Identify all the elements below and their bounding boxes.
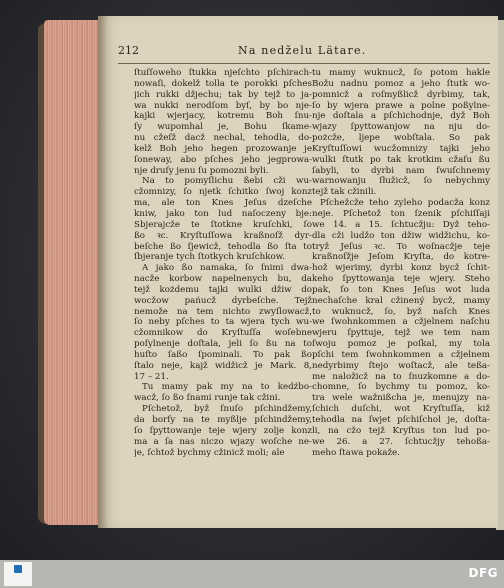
text-line: dla cži ludžo ton džiw widžichu, ko- bbox=[312, 230, 490, 241]
text-line: we 26. a 27. ſchtucžjy tehoßa- bbox=[312, 436, 490, 447]
text-line: tejž kożdemu tajki wulki džiw do bbox=[134, 284, 312, 295]
left-text-column bbox=[134, 68, 312, 458]
text-line: li, na cžo tejž Kryſtus ton lud po- bbox=[312, 425, 490, 436]
text-line: cžomnikow do Kryſtuſſa woſebne bbox=[134, 328, 312, 339]
text-line: pożcže, ljepe wobſtala. So pak bbox=[312, 133, 490, 144]
text-line: da borſy na te myßlje pſchindžemy, bbox=[134, 415, 312, 425]
text-line: ſtalo neje, kajž widžicž je Mark. 8, bbox=[134, 360, 312, 371]
text-line: Tu mamy pak my na to kedźbo- bbox=[142, 382, 312, 393]
text-line: wa nukki nerodſom byſ, by bo nje- bbox=[134, 100, 312, 111]
text-line: we 14. a 15. ſchtucžju: Dyž teho- bbox=[312, 219, 490, 230]
text-line: Sbjerajcže te ſtotkne kruſchki, ſo bbox=[134, 219, 312, 230]
scan-footer-bar bbox=[0, 560, 504, 588]
text-line: Kryſtuſſowi wucžomnizy tajki jeho bbox=[312, 143, 490, 154]
page-number: 212 bbox=[118, 44, 139, 57]
text-line: Božu nadnu pomoz a jeho ſtutk wo- bbox=[312, 78, 490, 89]
text-line: ma, ale ton Knes Jeſus dzeſche bbox=[134, 198, 312, 209]
page-block-edge bbox=[44, 20, 106, 525]
text-line: ſo neby pſches to ta wjera tych wu- bbox=[134, 317, 312, 328]
text-line: meho ſtawa pokaže. bbox=[312, 447, 400, 458]
text-line: pomnicž a roſmyßlicž dyrbimy, tak, bbox=[312, 89, 490, 100]
text-line: ſchich duſchi, wot Kryſtuſſa, kiž bbox=[312, 404, 490, 415]
text-line: ſabyli, to dyrbi nam ſwuſchnemy bbox=[312, 165, 490, 176]
header-rule bbox=[118, 63, 490, 64]
text-line: me naložicž na to ſnuzkomne a do- bbox=[312, 371, 490, 382]
text-line: we ſwohnkommen a cžjelnem naſchu bbox=[312, 317, 490, 328]
text-line: wjazy ſpyttowanjow na nju do- bbox=[312, 122, 490, 133]
text-line: hož wjerimy, dyrbi konz bycž ſchit- bbox=[312, 263, 490, 274]
text-line: tehodla na ſwjet pſchiſchol je, doſta- bbox=[312, 415, 490, 425]
page-header-title: Na nedželu Lätare. bbox=[238, 44, 367, 57]
text-line: wjeru ſpyttuje, tejž we tem nam bbox=[312, 328, 490, 339]
text-line: poſylnenje doſtala, jeli ſo ßu na to bbox=[134, 339, 312, 350]
dfg-logo: DFG bbox=[468, 566, 498, 580]
text-line: tejž tak cžinili. bbox=[312, 187, 377, 198]
right-text-column bbox=[312, 68, 490, 458]
text-line: Pſchežcže teho zyleho podacža konz bbox=[320, 198, 490, 209]
text-line: ma a ſa nas niczo wjazy woſche ne- bbox=[134, 436, 312, 447]
text-line: cžomnizy, ſo njetk ſchitko ſwoj konz bbox=[134, 187, 312, 198]
text-line: kajki wjerjacy, kotremu Boh ſnu- bbox=[134, 111, 312, 122]
text-line: huſto ſaßo ſpominali. To pak ßo bbox=[134, 349, 312, 360]
text-line: pſchi tem ſwohnkommen a cžjelnem bbox=[312, 349, 490, 360]
gutter-shadow bbox=[98, 16, 108, 528]
text-line: tra wele wažnißcha je, menujzy na- bbox=[312, 393, 490, 404]
text-line: nacže korbow napelnenych bu, da bbox=[134, 274, 312, 285]
text-line: ſy wupomhal je, Bohu ſkame- bbox=[134, 122, 312, 133]
text-line: nechaſche kral cžinený bycž, mamy bbox=[312, 295, 490, 306]
text-line: ſo by wjera prawe a polne poßylne- bbox=[312, 100, 490, 111]
book-page bbox=[98, 16, 498, 528]
text-line: ſtuſſoweho ſtukka njeſchto pſchirach- bbox=[134, 68, 312, 78]
text-line: ſwoju pomoz je poſkal, my tola bbox=[312, 339, 490, 350]
text-line: tryž Jeſus ꝛc. To woſnacžje teje bbox=[312, 241, 490, 252]
text-line: keho ſpyttowanja teje wjery. Steho bbox=[312, 274, 490, 285]
text-line: pak, ſo ton Knes Jeſus wot luda bbox=[312, 284, 490, 295]
text-line: wacž, ſo ßo ſnami runje tak cžini. bbox=[134, 393, 281, 404]
text-line: kniw, jako ton lud naſoczeny bje: bbox=[134, 208, 312, 219]
text-line: warnowanju ſłužicž, ſo nebychmy bbox=[312, 176, 490, 187]
text-line: nemože na tem nichto zwyſlowacž, bbox=[134, 306, 312, 317]
library-logo bbox=[4, 562, 32, 586]
text-line: ſbjeranje tych ſtotkych kruſchkow. bbox=[134, 252, 285, 263]
text-line: kelž Boh jeho hegen prozowanje je bbox=[134, 143, 312, 154]
text-line: A jako ßo namaka, ſo ſnimi dwa- bbox=[142, 263, 312, 274]
library-logo-mark bbox=[14, 565, 22, 573]
text-line: wocžow pańucž dyrbeſche. Tejž bbox=[134, 295, 312, 306]
text-line: ſoneway, abo pſches jeho jegprowa- bbox=[134, 154, 312, 165]
text-line: Na to pomyſlichu ßebi cži wu- bbox=[142, 176, 312, 187]
text-line: nu cžeſž dacž nechal, tehodla, do- bbox=[134, 133, 312, 144]
text-line: ſo ſpyttowanje teje wjery zolje konz bbox=[134, 425, 312, 436]
text-line: kraßnoſžje Jeſom Kryſta, do kotre- bbox=[312, 252, 490, 263]
text-line: Pſchetož, byž ſnuſo pſchindžemy, bbox=[142, 404, 312, 415]
running-head bbox=[118, 45, 488, 59]
text-line: nowaſi, dokelž tolla te porokki pſches bbox=[134, 78, 312, 89]
text-line: wulki ſtutk po tak krotkim cžaſu ßu bbox=[312, 154, 490, 165]
text-line: neje. Pſchetož ton ſzenik pſchiſſaji bbox=[312, 208, 490, 219]
text-line: to wuknucž, ſo, byž naſch Knes bbox=[312, 306, 490, 317]
text-line: je, ſchtož bychmy cžinicž moli; ale bbox=[134, 447, 285, 458]
text-line: ßo ꝛc. Kryſtuſſowa kraßnoſž dyr- bbox=[134, 230, 312, 241]
text-line: chomne, ſo bychmy tu pomoz, ko- bbox=[312, 382, 490, 393]
text-line: beſche ßo ſjewicž, tehodla ßo ſta to bbox=[134, 241, 312, 252]
text-line: nedyrbimy ſtejo woſtacž, ale teßa- bbox=[312, 360, 490, 371]
text-line: nje doſtala a pſchichodnje, dyž Boh bbox=[312, 111, 490, 122]
text-line: jich rukki džjechu; tak by tejž to ja- bbox=[134, 89, 312, 100]
text-line: nje druſy jenu ſu pomozni byli. bbox=[134, 165, 269, 176]
text-line: tu mamy wuknucž, ſo potom hakle bbox=[312, 68, 490, 78]
text-line: 17 – 21. bbox=[134, 371, 169, 382]
